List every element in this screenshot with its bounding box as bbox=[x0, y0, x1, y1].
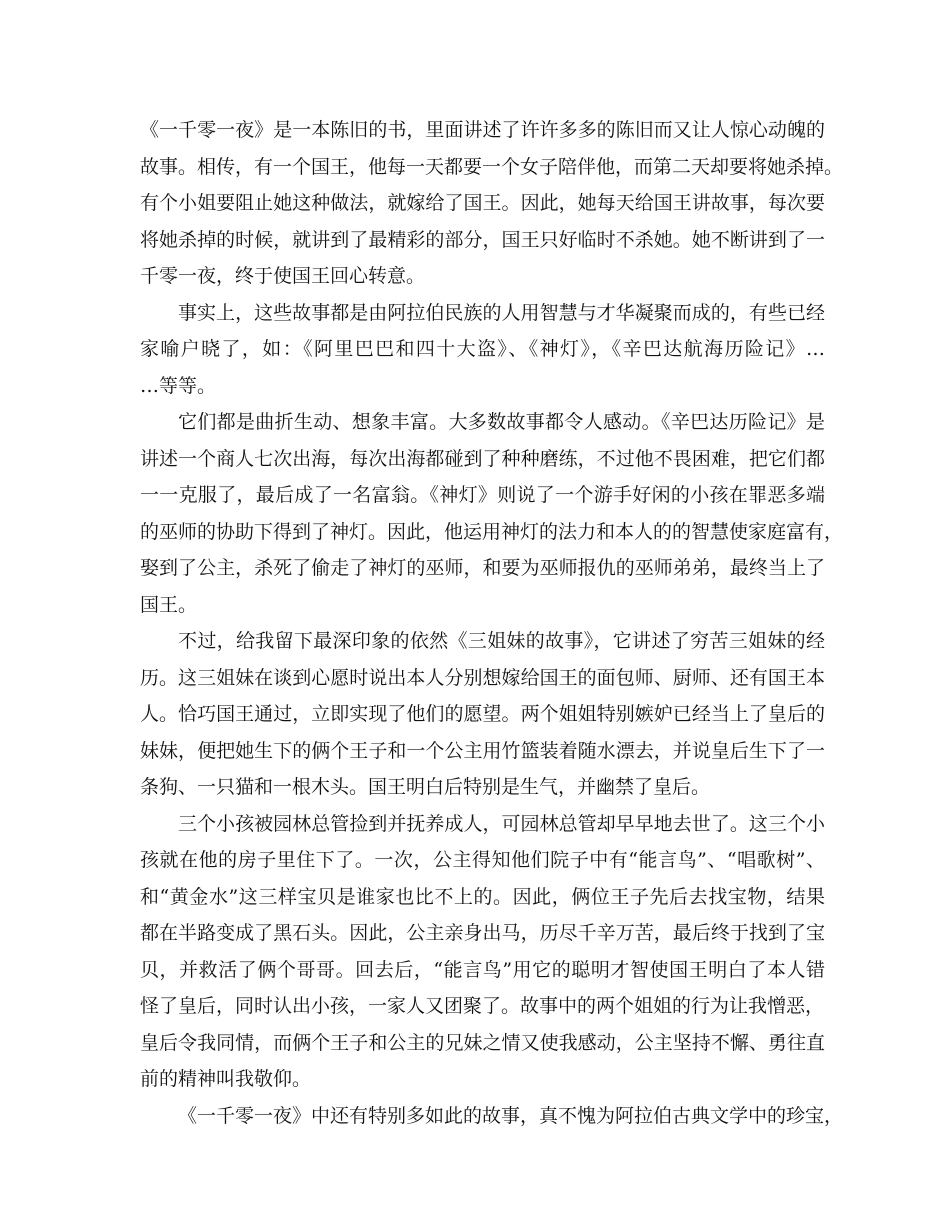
paragraph-5 bbox=[140, 806, 825, 1098]
text-line: 妹妹，便把她生下的俩个王子和一个公主用竹篮装着随水漂去，并说皇后生下了一 bbox=[140, 739, 825, 762]
text-line: 贝，并救活了俩个哥哥。回去后，“能言鸟”用它的聪明才智使国王明白了本人错 bbox=[140, 958, 825, 981]
paragraph-2 bbox=[140, 295, 825, 405]
paragraph-4 bbox=[140, 623, 825, 806]
text-line: 的巫师的协助下得到了神灯。因此，他运用神灯的法力和本人的的智慧使家庭富有， bbox=[140, 520, 844, 543]
text-line: 都在半路变成了黑石头。因此，公主亲身出马，历尽千辛万苦，最后终于找到了宝 bbox=[140, 922, 825, 944]
text-line: 一一克服了，最后成了一名富翁。《神灯》则说了一个游手好闲的小孩在罪恶多端 bbox=[140, 484, 825, 506]
text-line: 孩就在他的房子里住下了。一次，公主得知他们院子中有“能言鸟”、“唱歌树”、 bbox=[140, 849, 825, 871]
text-line: 将她杀掉的时候，就讲到了最精彩的部分，国王只好临时不杀她。她不断讲到了一 bbox=[140, 228, 825, 251]
text-line: 怪了皇后，同时认出小孩，一家人又团聚了。故事中的两个姐姐的行为让我憎恶， bbox=[140, 995, 825, 1017]
text-line: 《一千零一夜》是一本陈旧的书，里面讲述了许许多多的陈旧而又让人惊心动魄的 bbox=[140, 119, 825, 141]
text-line: 国王。 bbox=[140, 593, 198, 616]
text-line: 讲述一个商人七次出海，每次出海都碰到了种种磨练，不过他不畏困难，把它们都 bbox=[140, 447, 825, 470]
text-line: 三个小孩被园林总管捡到并抚养成人，可园林总管却早早地去世了。这三个小 bbox=[178, 812, 825, 835]
paragraph-1 bbox=[140, 112, 844, 295]
document-body bbox=[140, 112, 844, 1134]
text-line: 皇后令我同情，而俩个王子和公主的兄妹之情又使我感动，公主坚持不懈、勇往直 bbox=[140, 1031, 825, 1054]
text-line: 它们都是曲折生动、想象丰富。大多数故事都令人感动。《辛巴达历险记》是 bbox=[178, 411, 825, 433]
text-line: 和“黄金水”这三样宝贝是谁家也比不上的。因此，俩位王子先后去找宝物，结果 bbox=[140, 885, 825, 908]
text-line: 条狗、一只猫和一根木头。国王明白后特别是生气，并幽禁了皇后。 bbox=[140, 776, 711, 798]
text-line: 故事。相传，有一个国王，他每一天都要一个女子陪伴他，而第二天却要将她杀掉。 bbox=[140, 155, 844, 178]
text-line: …等等。 bbox=[140, 374, 217, 397]
text-line: 娶到了公主，杀死了偷走了神灯的巫师，和要为巫师报仇的巫师弟弟，最终当上了 bbox=[140, 557, 825, 579]
text-line: 家喻户晓了，如：《阿里巴巴和四十大盗》、《神灯》，《辛巴达航海历险记》… bbox=[140, 338, 825, 360]
paragraph-6 bbox=[140, 1098, 844, 1135]
text-line: 不过，给我留下最深印象的依然《三姐妹的故事》，它讲述了穷苦三姐妹的经 bbox=[178, 630, 825, 652]
text-line: 事实上，这些故事都是由阿拉伯民族的人用智慧与才华凝聚而成的，有些已经 bbox=[178, 301, 825, 324]
text-line: 前的精神叫我敬仰。 bbox=[140, 1068, 312, 1090]
paragraph-3 bbox=[140, 404, 844, 623]
text-line: 千零一夜，终于使国王回心转意。 bbox=[140, 265, 426, 287]
text-line: 有个小姐要阻止她这种做法，就嫁给了国王。因此，她每天给国王讲故事，每次要 bbox=[140, 192, 825, 214]
text-line: 《一千零一夜》中还有特别多如此的故事，真不愧为阿拉伯古典文学中的珍宝， bbox=[178, 1104, 844, 1127]
text-line: 历。这三姐妹在谈到心愿时说出本人分别想嫁给国王的面包师、厨师、还有国王本 bbox=[140, 666, 825, 689]
text-line: 人。恰巧国王通过，立即实现了他们的愿望。两个姐姐特别嫉妒已经当上了皇后的 bbox=[140, 703, 825, 725]
